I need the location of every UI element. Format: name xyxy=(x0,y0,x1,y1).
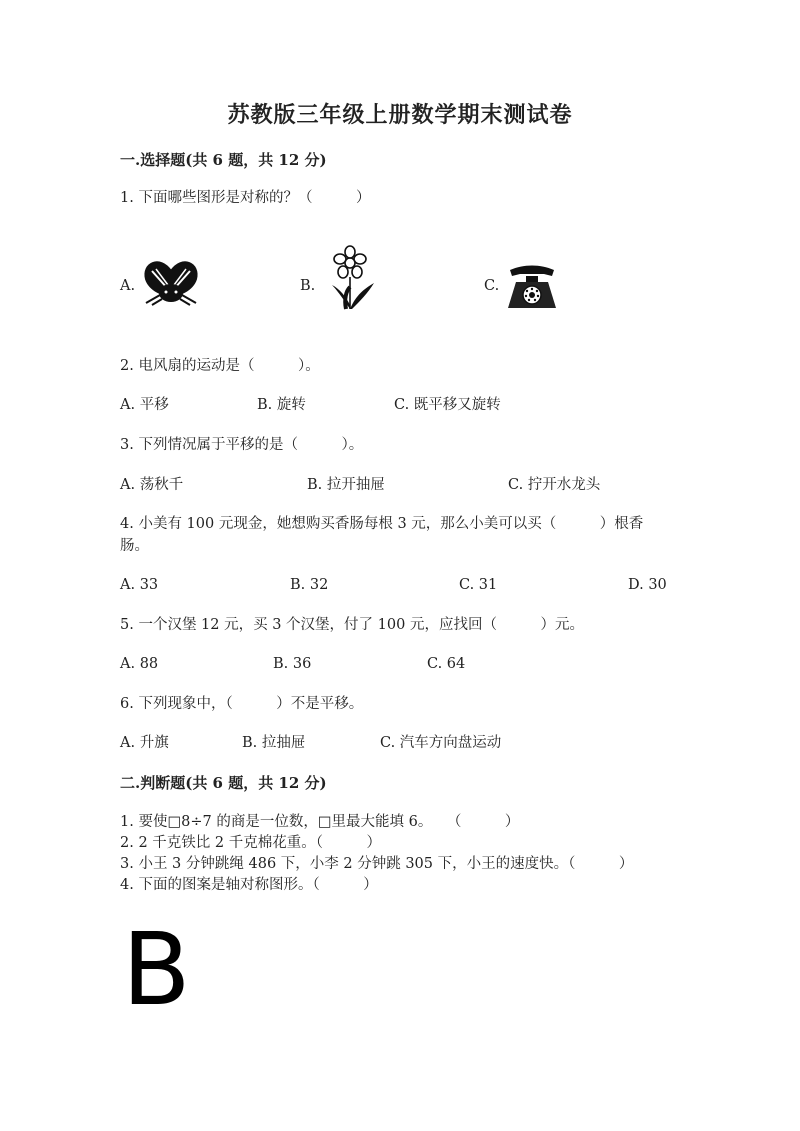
question-2-option-c: C. 既平移又旋转 xyxy=(394,397,501,413)
question-6-option-c: C. 汽车方向盘运动 xyxy=(380,735,502,751)
question-5-option-a: A. 88 xyxy=(120,656,159,672)
question-4-stem: 4. 小美有 100 元现金，她想购买香肠每根 3 元，那么小美可以买（ ）根香 xyxy=(120,516,644,532)
question-6-option-a: A. 升旗 xyxy=(120,735,169,751)
question-4-stem-continued: 肠。 xyxy=(120,538,149,554)
telephone-icon xyxy=(504,264,560,312)
question-4-option-d: D. 30 xyxy=(628,577,667,593)
question-1-stem: 1. 下面哪些图形是对称的？（ ） xyxy=(120,190,371,206)
question-1-option-b: B. xyxy=(300,278,316,294)
question-6-stem: 6. 下列现象中，（ ）不是平移。 xyxy=(120,696,364,712)
question-3-stem: 3. 下列情况属于平移的是（ ）。 xyxy=(120,437,364,453)
judgement-item-4: 4. 下面的图案是轴对称图形。（ ） xyxy=(120,877,378,893)
question-1-option-c: C. xyxy=(484,278,500,294)
question-2-option-a: A. 平移 xyxy=(120,397,169,413)
judgement-item-2: 2. 2 千克铁比 2 千克棉花重。（ ） xyxy=(120,835,381,851)
insect-icon xyxy=(138,257,204,307)
question-3-option-b: B. 拉开抽屉 xyxy=(307,477,385,493)
judgement-item-3: 3. 小王 3 分钟跳绳 486 下，小李 2 分钟跳 305 下，小王的速度快。（ ） xyxy=(120,856,634,872)
question-2-stem: 2. 电风扇的运动是（ ）。 xyxy=(120,358,320,374)
question-4-option-c: C. 31 xyxy=(459,577,498,593)
question-5-option-b: B. 36 xyxy=(273,656,312,672)
question-1-option-a: A. xyxy=(120,278,136,294)
judgement-item-1: 1. 要使□8÷7 的商是一位数，□里最大能填 6。 （ ） xyxy=(120,814,520,830)
page-title: 苏教版三年级上册数学期末测试卷 xyxy=(227,102,573,128)
question-5-stem: 5. 一个汉堡 12 元，买 3 个汉堡，付了 100 元，应找回（ ）元。 xyxy=(120,617,584,633)
question-5-option-c: C. 64 xyxy=(427,656,466,672)
flower-icon xyxy=(322,245,382,311)
question-4-option-a: A. 33 xyxy=(120,577,159,593)
question-3-option-a: A. 荡秋千 xyxy=(120,477,184,493)
section-heading-judgement: 二.判断题(共 6 题，共 12 分) xyxy=(120,774,327,792)
question-3-option-c: C. 拧开水龙头 xyxy=(508,477,601,493)
letter-b-figure: B xyxy=(122,911,191,1028)
question-4-option-b: B. 32 xyxy=(290,577,329,593)
question-6-option-b: B. 拉抽屉 xyxy=(242,735,306,751)
question-2-option-b: B. 旋转 xyxy=(257,397,306,413)
section-heading-choice: 一.选择题(共 6 题，共 12 分) xyxy=(120,151,327,169)
